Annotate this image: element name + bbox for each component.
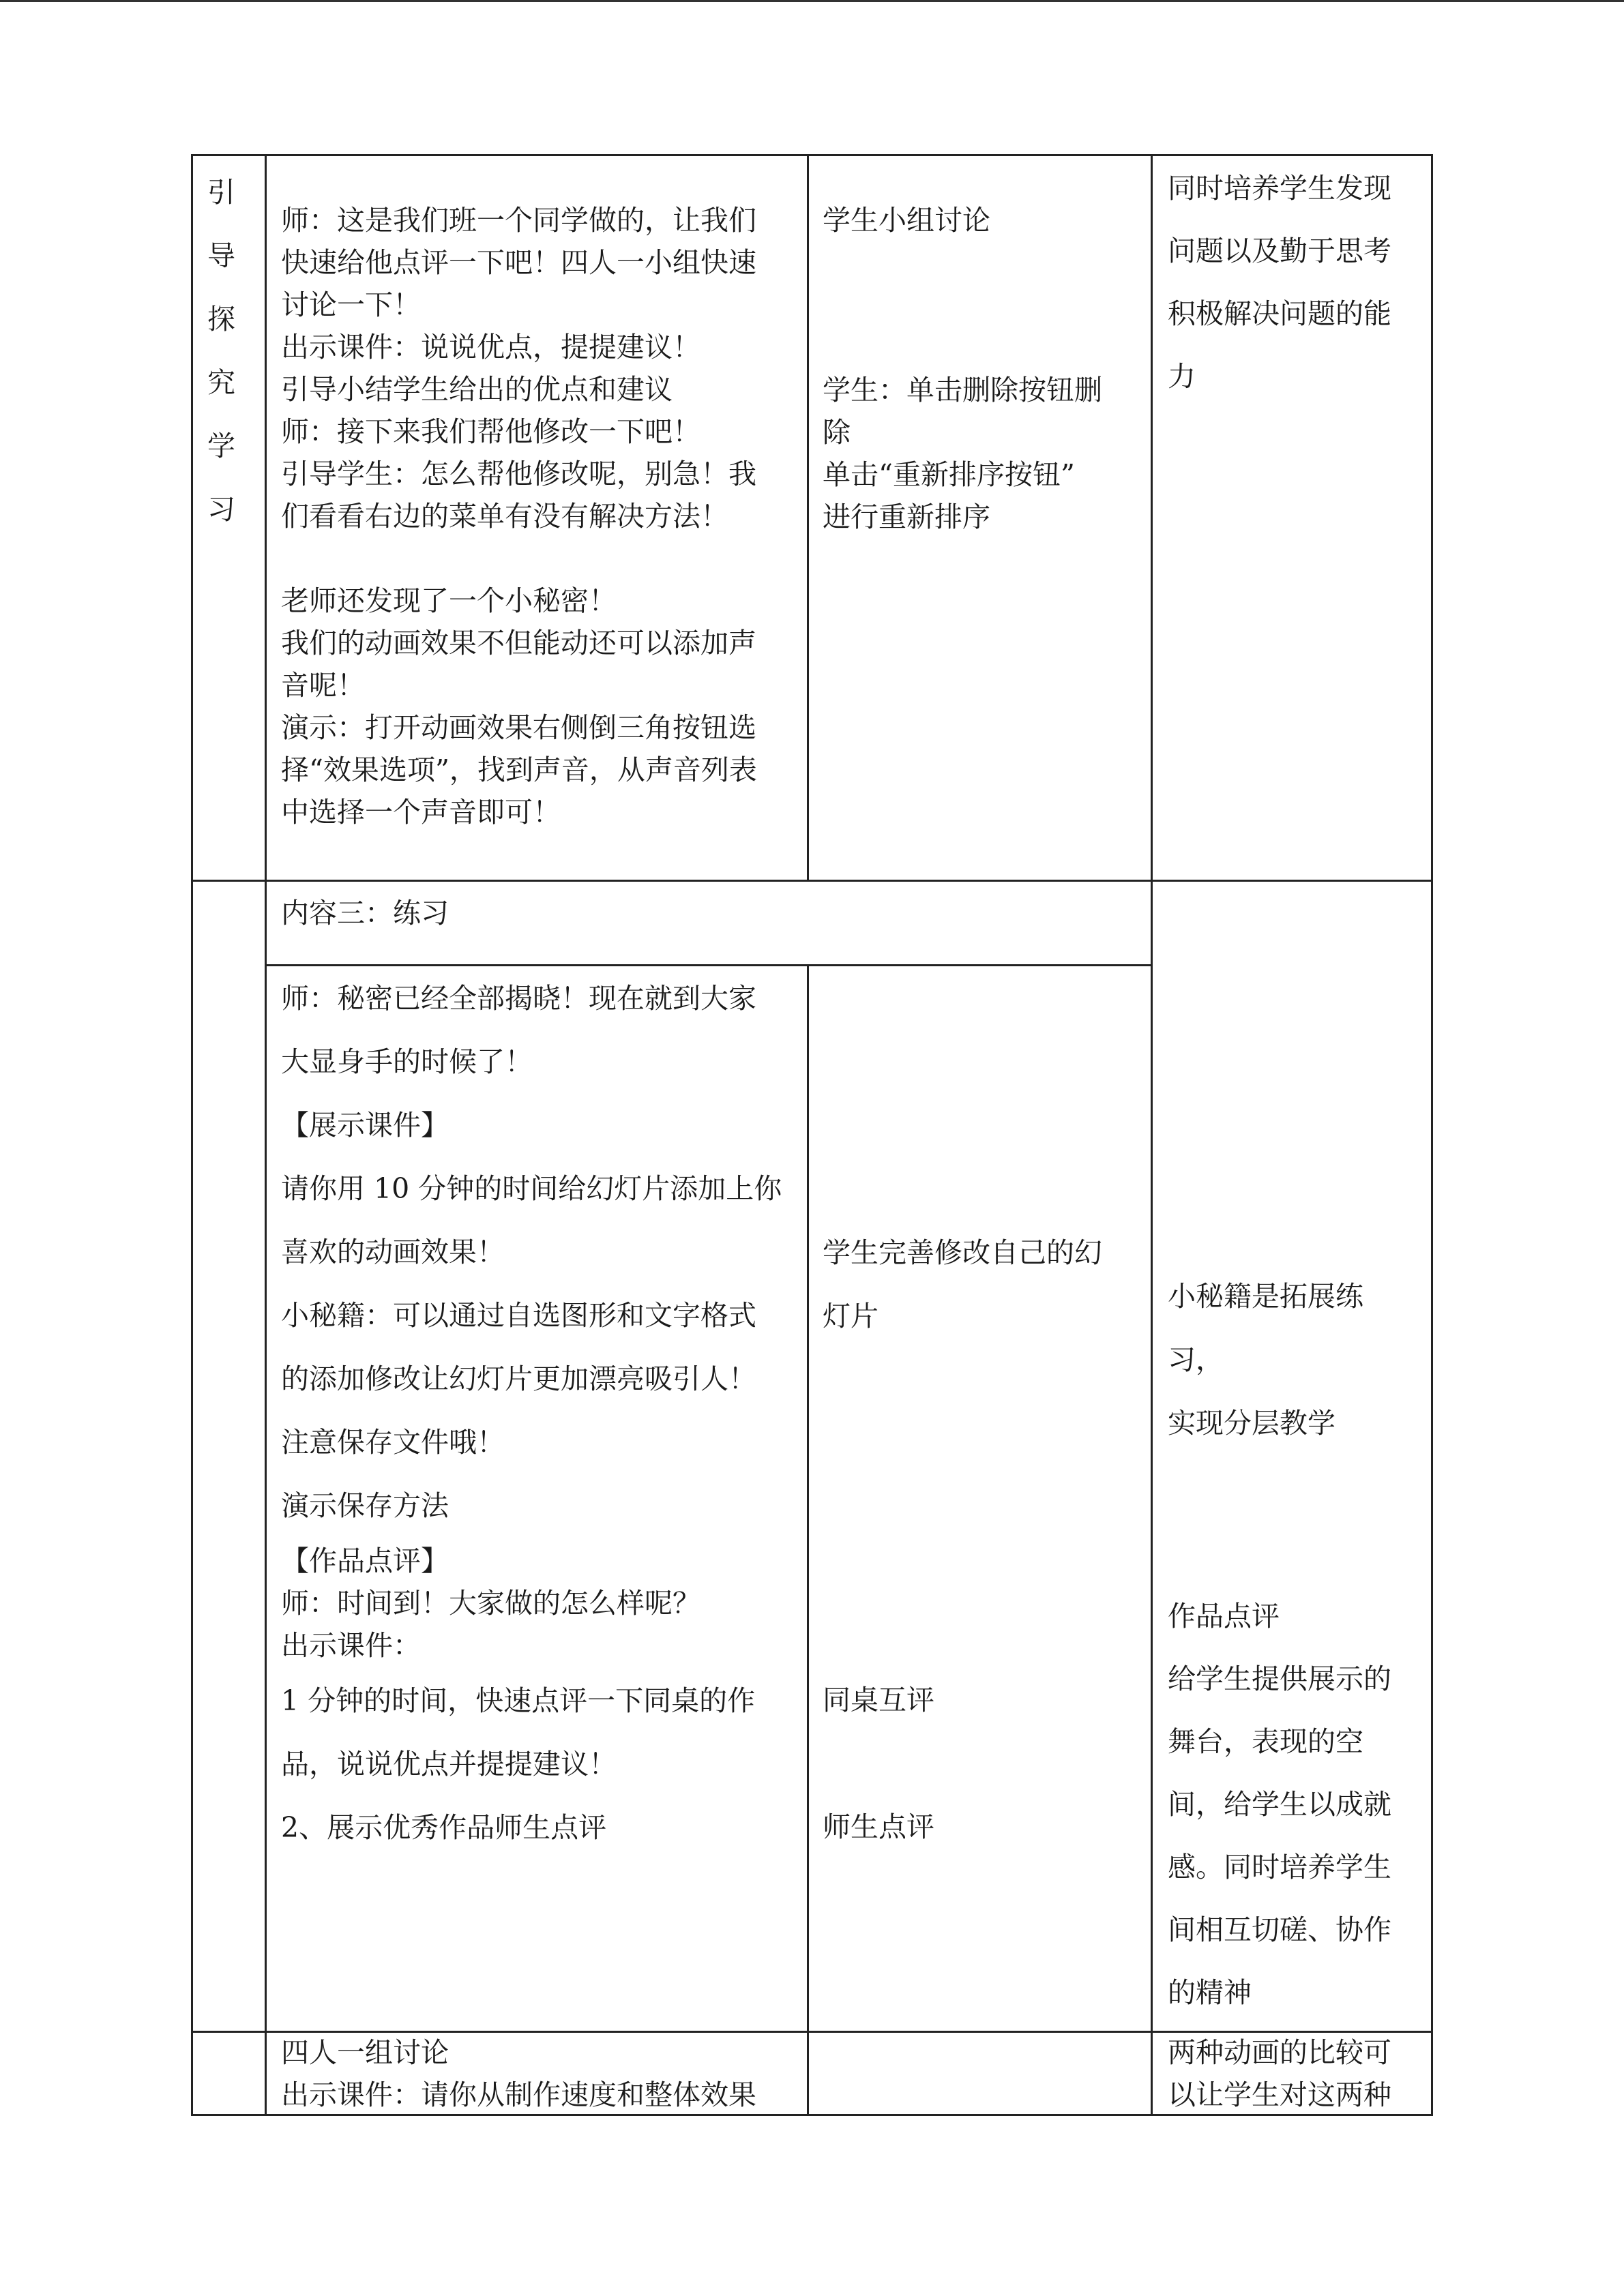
design-intent-cell bbox=[1168, 1585, 1391, 2024]
text-line: 的添加修改让幻灯片更加漂亮吸引人！ bbox=[281, 1362, 756, 1395]
teacher-activity-cell bbox=[281, 199, 757, 833]
student-activity-cell bbox=[823, 199, 990, 241]
text-line: 出示课件：说说优点，提提建议！ bbox=[281, 331, 700, 363]
text-line: 小秘籍是拓展练 bbox=[1168, 1280, 1363, 1313]
student-activity-cell bbox=[823, 369, 1102, 538]
text-line: 舞台，表现的空 bbox=[1168, 1725, 1363, 1758]
student-activity-cell bbox=[823, 1806, 934, 1848]
text-line: 力 bbox=[1168, 360, 1196, 393]
table-rule bbox=[807, 964, 809, 2116]
stage-char: 究 bbox=[207, 366, 235, 399]
student-activity-cell bbox=[823, 1221, 1102, 1348]
table-rule bbox=[1151, 154, 1153, 2116]
text-line: 1 分钟的时间，快速点评一下同桌的作 bbox=[281, 1684, 756, 1717]
text-line: 择“效果选项”，找到声音，从声音列表 bbox=[281, 754, 757, 786]
text-line: 问题以及勤于思考 bbox=[1168, 235, 1391, 267]
text-line: 同时培养学生发现 bbox=[1168, 172, 1391, 205]
text-line: 进行重新排序 bbox=[823, 501, 990, 533]
text-line: 快速给他点评一下吧！四人一小组快速 bbox=[281, 246, 756, 279]
text-line: 演示：打开动画效果右侧倒三角按钮选 bbox=[281, 711, 756, 744]
text-line: 同桌互评 bbox=[823, 1684, 934, 1716]
text-line: 两种动画的比较可 bbox=[1168, 2036, 1391, 2069]
text-line: 讨论一下！ bbox=[281, 288, 421, 321]
text-line: 学生：单击删除按钮删 bbox=[823, 374, 1102, 406]
design-intent-cell bbox=[1168, 2031, 1391, 2116]
text-line: 学生小组讨论 bbox=[823, 204, 990, 237]
stage-char: 引 bbox=[207, 176, 235, 209]
table-rule bbox=[265, 154, 267, 2116]
text-line: 习， bbox=[1168, 1343, 1224, 1376]
table-rule bbox=[191, 154, 1433, 156]
text-line: 实现分层教学 bbox=[1168, 1407, 1335, 1440]
text-line: 师：这是我们班一个同学做的，让我们 bbox=[281, 204, 756, 237]
design-intent-cell bbox=[1168, 157, 1391, 408]
text-line: 单击“重新排序按钮” bbox=[823, 458, 1075, 491]
text-line: 师：接下来我们帮他修改一下吧！ bbox=[281, 415, 700, 448]
text-line: 小秘籍：可以通过自选图形和文字格式 bbox=[281, 1299, 756, 1332]
text-line: 积极解决问题的能 bbox=[1168, 297, 1391, 330]
text-line: 引导小结学生给出的优点和建议 bbox=[281, 373, 673, 406]
section-header bbox=[281, 892, 449, 934]
text-line: 2、展示优秀作品师生点评 bbox=[281, 1811, 607, 1844]
text-line: 我们的动画效果不但能动还可以添加声 bbox=[281, 627, 756, 659]
text-line: 【作品点评】 bbox=[281, 1545, 449, 1577]
text-line: 注意保存文件哦！ bbox=[281, 1426, 505, 1459]
text-line: 出示课件：请你从制作速度和整体效果 bbox=[281, 2078, 756, 2111]
text-line: 品，说说优点并提提建议！ bbox=[281, 1748, 617, 1780]
table-rule bbox=[265, 964, 1151, 966]
design-intent-cell bbox=[1168, 1265, 1363, 1455]
text-line: 们看看右边的菜单有没有解决方法！ bbox=[281, 500, 728, 533]
text-line: 师：时间到！大家做的怎么样呢？ bbox=[281, 1587, 700, 1620]
stage-char: 探 bbox=[207, 303, 235, 336]
teacher-activity-cell bbox=[281, 967, 782, 1538]
text-line: 的精神 bbox=[1168, 1976, 1252, 2009]
text-line: 除 bbox=[823, 416, 851, 449]
table-rule bbox=[191, 880, 1433, 882]
stage-label bbox=[207, 161, 235, 541]
text-line: 引导学生：怎么帮他修改呢，别急！我 bbox=[281, 458, 756, 490]
text-line: 中选择一个声音即可！ bbox=[281, 796, 561, 829]
text-line: 【展示课件】 bbox=[281, 1109, 449, 1142]
text-line: 感。同时培养学生 bbox=[1168, 1851, 1391, 1883]
stage-char: 习 bbox=[207, 493, 235, 526]
text-line: 老师还发现了一个小秘密！ bbox=[281, 584, 617, 617]
stage-char: 导 bbox=[207, 239, 235, 272]
text-line: 喜欢的动画效果！ bbox=[281, 1236, 505, 1268]
text-line: 间相互切磋、协作 bbox=[1168, 1913, 1391, 1946]
text-line: 以让学生对这两种 bbox=[1168, 2078, 1391, 2111]
text-line: 出示课件： bbox=[281, 1629, 421, 1662]
text-line: 师生点评 bbox=[823, 1810, 934, 1843]
teacher-activity-cell bbox=[281, 2031, 756, 2116]
text-line: 给学生提供展示的 bbox=[1168, 1663, 1391, 1695]
section-title: 内容三：练习 bbox=[281, 897, 449, 929]
stage-char: 学 bbox=[207, 430, 235, 462]
text-line: 学生完善修改自己的幻 bbox=[823, 1236, 1102, 1269]
text-line: 请你用 10 分钟的时间给幻灯片添加上你 bbox=[281, 1172, 782, 1205]
text-line: 作品点评 bbox=[1168, 1600, 1280, 1632]
table-rule bbox=[1431, 154, 1433, 2116]
text-line: 师：秘密已经全部揭晓！现在就到大家 bbox=[281, 982, 756, 1015]
text-line: 演示保存方法 bbox=[281, 1489, 449, 1522]
text-line: 灯片 bbox=[823, 1300, 879, 1332]
table-rule bbox=[807, 154, 809, 880]
table-rule bbox=[191, 154, 193, 2116]
text-line: 大显身手的时候了！ bbox=[281, 1045, 533, 1078]
text-line: 间，给学生以成就 bbox=[1168, 1788, 1391, 1821]
student-activity-cell bbox=[823, 1679, 934, 1721]
text-line: 音呢！ bbox=[281, 669, 365, 702]
text-line: 四人一组讨论 bbox=[281, 2036, 449, 2069]
teacher-activity-cell bbox=[281, 1540, 700, 1667]
teacher-activity-cell bbox=[281, 1669, 755, 1860]
